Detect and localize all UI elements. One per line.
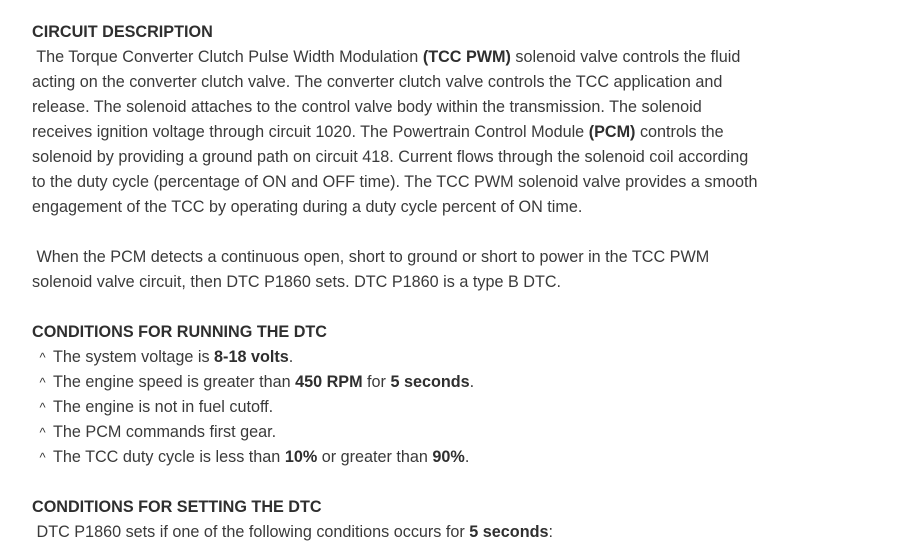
text-run: The TCC duty cycle is less than: [53, 448, 285, 466]
emphasis-text: 8-18 volts: [214, 348, 289, 366]
emphasis-text: (TCC PWM): [422, 48, 511, 66]
text-run: The engine is not in fuel cutoff.: [53, 398, 274, 416]
emphasis-text: 5 seconds: [469, 523, 549, 541]
text-line: [32, 520, 852, 545]
document-body: [32, 20, 852, 545]
text-line: [32, 145, 852, 170]
text-run: :: [548, 523, 553, 541]
caret-bullet-icon: ^: [39, 425, 46, 440]
condition-item: [32, 370, 852, 395]
text-line: [32, 195, 852, 220]
caret-bullet-icon: ^: [39, 350, 46, 365]
text-run: solenoid valve controls the fluid: [510, 48, 741, 66]
spacer: [32, 470, 852, 495]
text-line: [32, 170, 852, 195]
spacer: [32, 295, 852, 320]
text-run: or greater than: [317, 448, 433, 466]
condition-item: [32, 395, 852, 420]
spacer: [32, 220, 852, 245]
text-run: to the duty cycle (percentage of ON and OFF time). The TCC PWM solenoid valve provides a smooth: [32, 173, 758, 191]
emphasis-text: 450 RPM: [295, 373, 363, 391]
text-run: .: [464, 448, 470, 466]
paragraph: [32, 245, 852, 295]
text-run: solenoid by providing a ground path on circuit 418. Current flows through the solenoid coil according: [32, 148, 749, 166]
text-run: .: [469, 373, 475, 391]
text-line: [32, 245, 852, 270]
text-line: [32, 70, 852, 95]
conditions-running-list: [32, 345, 852, 470]
text-run: engagement of the TCC by operating during a duty cycle percent of ON time.: [32, 198, 583, 216]
section-heading-conditions-setting: CONDITIONS FOR SETTING THE DTC: [32, 498, 322, 516]
caret-bullet-icon: ^: [39, 450, 46, 465]
text-line: [32, 45, 852, 70]
section-heading-conditions-running: CONDITIONS FOR RUNNING THE DTC: [32, 323, 327, 341]
paragraph: [32, 45, 852, 220]
text-run: DTC P1860 sets if one of the following conditions occurs for: [32, 523, 470, 541]
text-line: [32, 95, 852, 120]
emphasis-text: 90%: [432, 448, 465, 466]
text-run: controls the: [635, 123, 724, 141]
emphasis-text: 5 seconds: [390, 373, 470, 391]
paragraph: [32, 520, 852, 545]
text-run: receives ignition voltage through circuit 1020. The Powertrain Control Module: [32, 123, 589, 141]
caret-bullet-icon: ^: [39, 400, 46, 415]
text-run: for: [362, 373, 391, 391]
condition-item: [32, 345, 852, 370]
condition-item: [32, 445, 852, 470]
condition-item: [32, 420, 852, 445]
text-run: The engine speed is greater than: [53, 373, 296, 391]
emphasis-text: (PCM): [588, 123, 636, 141]
caret-bullet-icon: ^: [39, 375, 46, 390]
text-run: The system voltage is: [53, 348, 215, 366]
emphasis-text: 10%: [284, 448, 318, 466]
text-run: solenoid valve circuit, then DTC P1860 sets. DTC P1860 is a type B DTC.: [32, 273, 562, 291]
text-run: When the PCM detects a continuous open, short to ground or short to power in the TCC PWM: [32, 248, 710, 266]
text-run: The PCM commands first gear.: [53, 423, 277, 441]
text-line: [32, 120, 852, 145]
text-run: release. The solenoid attaches to the control valve body within the transmission. The solenoid: [32, 98, 702, 116]
text-run: .: [288, 348, 294, 366]
text-run: The Torque Converter Clutch Pulse Width Modulation: [32, 48, 423, 66]
text-line: [32, 270, 852, 295]
section-heading-circuit-description: CIRCUIT DESCRIPTION: [32, 23, 213, 41]
text-run: acting on the converter clutch valve. The converter clutch valve controls the TCC application and: [32, 73, 723, 91]
